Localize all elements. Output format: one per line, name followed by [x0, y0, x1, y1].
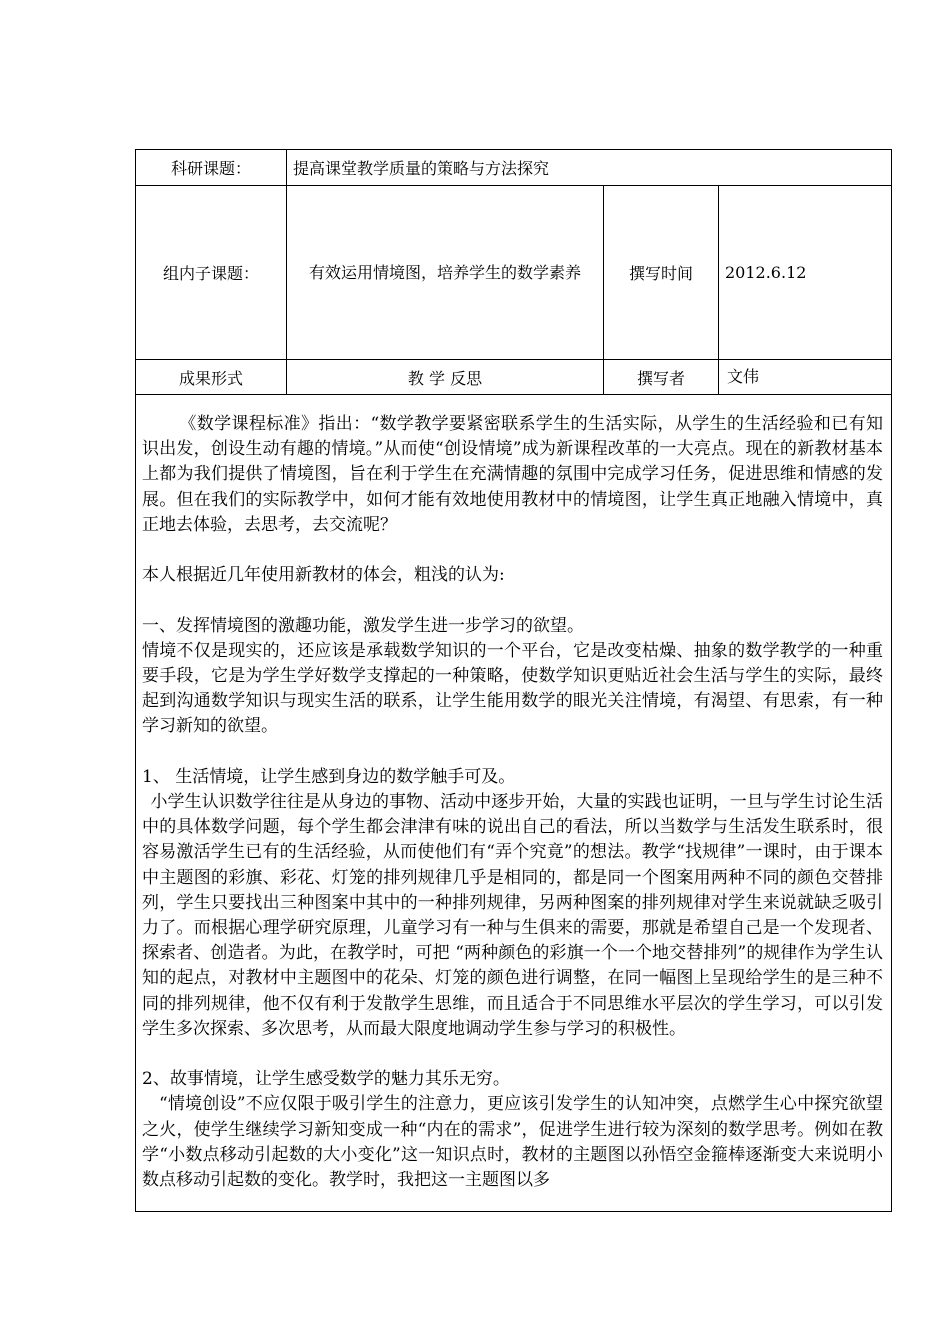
section-heading-1: 一、发挥情境图的激趣功能，激发学生进一步学习的欲望。	[142, 615, 584, 636]
write-time-label: 撰写时间	[604, 186, 719, 360]
body-cell	[136, 395, 892, 1212]
body-text	[142, 395, 883, 1193]
subsection-heading-2: 2、故事情境，让学生感受数学的魅力其乐无穷。	[142, 1069, 510, 1090]
group-topic-label: 组内子课题：	[136, 186, 287, 360]
row-group-topic	[136, 186, 892, 360]
author-value: 文伟	[719, 360, 892, 395]
row-result-form	[136, 360, 892, 395]
paragraph-section-1: 情境不仅是现实的，还应该是承载数学知识的一个平台，它是改变枯燥、抽象的数学教学的一种重要手段，它是为学生学好数学支撑起的一种策略，使数学知识更贴近社会生活与学生的实际，最终起到沟通数学知识与现实生活的联系，让学生能用数学的眼光关注情境，有渴望、有思索，有一种学习新知的欲望。	[142, 640, 883, 737]
research-topic-label: 科研课题：	[136, 150, 287, 186]
group-topic-value: 有效运用情境图，培养学生的数学素养	[287, 186, 604, 360]
paragraph-intro: 《数学课程标准》指出：“数学教学要紧密联系学生的生活实际，从学生的生活经验和已有知识出发，创设生动有趣的情境。”从而使“创设情境”成为新课程改革的一大亮点。现在的新教材基本上都为我们提供了情境图，旨在利于学生在充满情趣的氛围中完成学习任务，促进思维和情感的发展。但在我们的实际教学中，如何才能有效地使用教材中的情境图，让学生真正地融入情境中，真正地去体验，去思考，去交流呢？	[142, 414, 883, 535]
subsection-heading-1: 1、 生活情境，让学生感到身边的数学触手可及。	[142, 766, 516, 787]
row-research-topic	[136, 150, 892, 186]
result-form-label: 成果形式	[136, 360, 287, 395]
paragraph-life-context: 小学生认识数学往往是从身边的事物、活动中逐步开始，大量的实践也证明，一旦与学生讨论生活中的具体数学问题，每个学生都会津津有味的说出自己的看法，所以当数学与生活发生联系时，很容易激活学生已有的生活经验，从而使他们有“弄个究竟”的想法。教学“找规律”一课时，由于课本中主题图的彩旗、彩花、灯笼的排列规律几乎是相同的，都是同一个图案用两种不同的颜色交替排列，学生只要找出三种图案中其中的一种排列规律，另两种图案的排列规律对学生来说就缺乏吸引力了。而根据心理学研究原理，儿童学习有一种与生俱来的需要，那就是希望自己是一个发现者、探索者、创造者。为此，在教学时，可把 “两种颜色的彩旗一个一个地交替排列”的规律作为学生认知的起点，对教材中主题图中的花朵、灯笼的颜色进行调整，在同一幅图上呈现给学生的是三种不同的排列规律，他不仅有利于发散学生思维，而且适合于不同思维水平层次的学生学习，可以引发学生多次探索、多次思考，从而最大限度地调动学生参与学习的积极性。	[142, 792, 883, 1039]
write-time-value: 2012.6.12	[719, 186, 892, 360]
research-topic-value: 提高课堂教学质量的策略与方法探究	[287, 150, 892, 186]
paragraph-story-context: “情境创设”不应仅限于吸引学生的注意力，更应该引发学生的认知冲突，点燃学生心中探究欲望之火，使学生继续学习新知变成一种“内在的需求”，促进学生进行较为深刻的数学思考。例如在教学“小数点移动引起数的大小变化”这一知识点时，教材的主题图以孙悟空金箍棒逐渐变大来说明小数点移动引起数的变化。教学时，我把这一主题图以多	[142, 1094, 883, 1191]
row-body	[136, 395, 892, 1212]
author-label: 撰写者	[604, 360, 719, 395]
report-form	[135, 149, 892, 1212]
paragraph-opinion: 本人根据近几年使用新教材的体会，粗浅的认为:	[142, 565, 505, 586]
result-form-value: 教 学 反思	[287, 360, 604, 395]
